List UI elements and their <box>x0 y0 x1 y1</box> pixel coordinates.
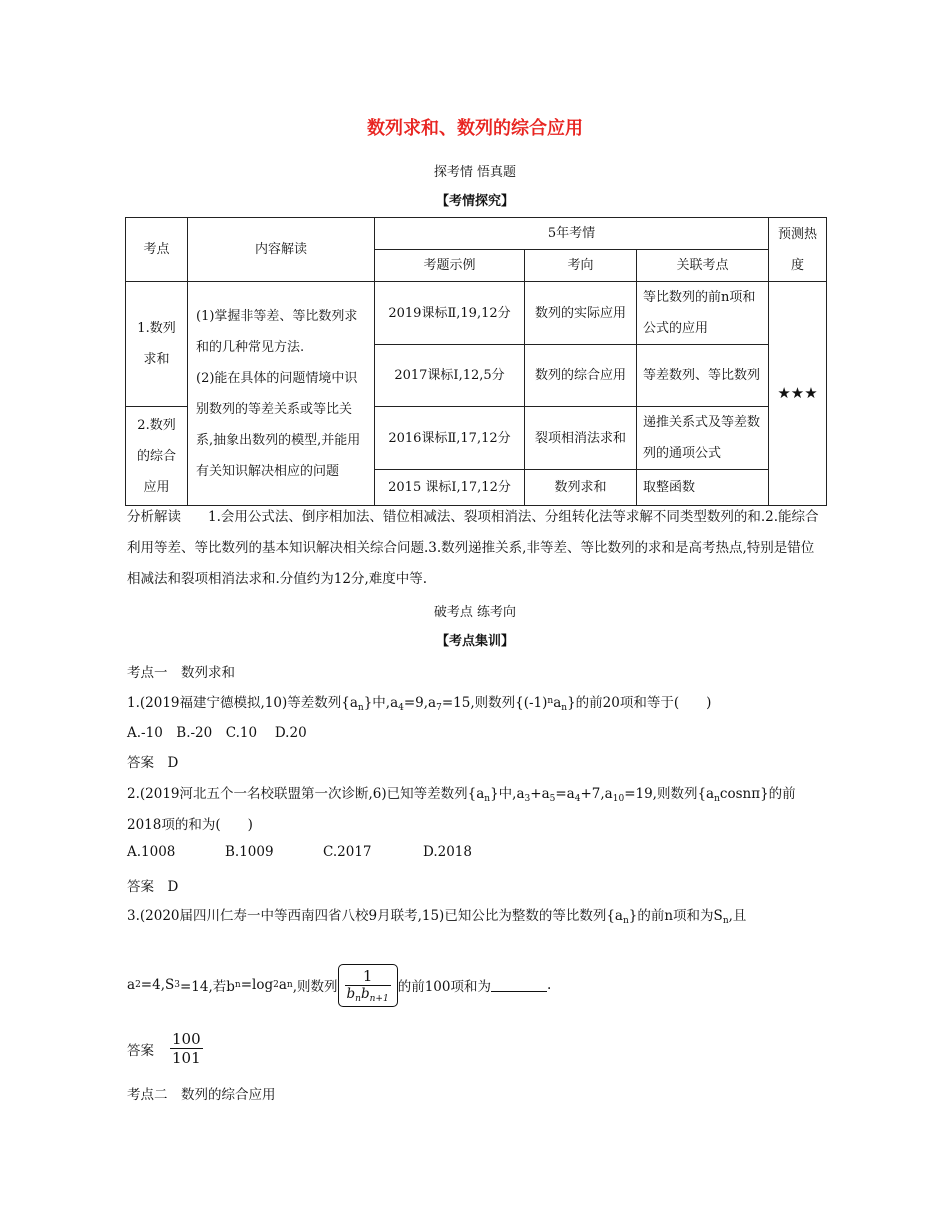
header-yuce: 预测热度 <box>769 218 827 282</box>
section2-heading: 破考点 练考向 <box>433 605 517 620</box>
heat-stars: ★★★ <box>769 282 827 506</box>
question-3-answer: 答案 $\frac{100}{101}$ <box>127 1030 201 1067</box>
question-3-line2: a 2 =4,S 3 =14,若b n =log 2 a n ,则数列 $\frac{1}{b_nb_{n+1}}$ 的前100项和为 . <box>127 962 551 1008</box>
row3-shili: 2016课标Ⅱ,17,12分 <box>375 407 525 470</box>
header-shili: 考题示例 <box>375 250 525 282</box>
section2-subheading: 【考点集训】 <box>435 634 514 649</box>
row2-shili: 2017课标Ⅰ,12,5分 <box>375 345 525 407</box>
sequence-bracket <box>338 964 398 1007</box>
question-2-options: A.1008 B.1009 C.2017 D.2018 <box>127 844 472 860</box>
question-2-line2: 2018项的和为( ) <box>127 817 253 833</box>
row3-guanlian: 递推关系式及等差数列的通项公式 <box>637 407 769 470</box>
kaodian2-heading: 考点二 数列的综合应用 <box>127 1087 276 1103</box>
row1-guanlian: 等比数列的前n项和公式的应用 <box>637 282 769 345</box>
row1-shili: 2019课标Ⅱ,19,12分 <box>375 282 525 345</box>
kaodian-2: 2.数列的综合应用 <box>126 407 188 506</box>
exam-info-table <box>125 217 827 506</box>
header-kaodian: 考点 <box>126 218 188 282</box>
question-1: 1.(2019福建宁德模拟,10)等差数列$\{a_n\}$中$,a_4=9,a_7=15$,则数列$\{(-1)^na_n\}$的前20项和等于( ) <box>127 695 712 713</box>
kaodian1-heading: 考点一 数列求和 <box>127 665 235 681</box>
header-5year: 5年考情 <box>375 218 769 250</box>
row4-guanlian: 取整函数 <box>637 470 769 506</box>
row2-guanlian: 等差数列、等比数列 <box>637 345 769 407</box>
row4-shili: 2015 课标Ⅰ,17,12分 <box>375 470 525 506</box>
sequence-fraction: $\frac{1}{b_nb_{n+1}}$ <box>346 966 389 1004</box>
question-1-options: A.-10 B.-20 C.10 D.20 <box>127 725 307 741</box>
analysis-paragraph: 分析解读 1.会用公式法、倒序相加法、错位相减法、裂项相消法、分组转化法等求解不同类型数列的和.2.能综合利用等差、等比数列的基本知识解决相关综合问题.3.数列递推关系,非等差、等比数列的求和是高考热点,特别是错位相减法和裂项相消法求和.分值约为12分,难度中等. <box>127 509 819 587</box>
answer-blank <box>491 979 547 992</box>
question-1-answer: 答案 D <box>127 755 179 771</box>
row4-kaoxiang: 数列求和 <box>525 470 637 506</box>
row2-kaoxiang: 数列的综合应用 <box>525 345 637 407</box>
section1-heading: 探考情 悟真题 <box>433 165 517 180</box>
answer-fraction: $\frac{100}{101}$ <box>172 1030 201 1067</box>
question-3: 3.(2020届四川仁寿一中等西南四省八校9月联考,15)已知公比为整数的等比数列$\{a_n\}$的前n项和为$S_n$,且 <box>127 908 747 926</box>
section1-subheading: 【考情探究】 <box>435 194 514 209</box>
question-2-answer: 答案 D <box>127 879 179 895</box>
kaodian-1: 1.数列求和 <box>126 282 188 407</box>
row1-kaoxiang: 数列的实际应用 <box>525 282 637 345</box>
row3-kaoxiang: 裂项相消法求和 <box>525 407 637 470</box>
header-guanlian: 关联考点 <box>637 250 769 282</box>
page-title: 数列求和、数列的综合应用 <box>367 118 583 139</box>
question-2: 2.(2019河北五个一名校联盟第一次诊断,6)已知等差数列$\{a_n\}$中$,a_3+a_5=a_4+7,a_{10}=19$,则数列$\{a_n\cos n\pi\}$的前 <box>127 786 796 804</box>
header-kaoxiang: 考向 <box>525 250 637 282</box>
header-neirong: 内容解读 <box>188 218 375 282</box>
neirong-cell: (1)掌握非等差、等比数列求和的几种常见方法. (2)能在具体的问题情境中识别数列的等差关系或等比关系,抽象出数列的模型,并能用有关知识解决相应的问题 <box>188 282 375 506</box>
